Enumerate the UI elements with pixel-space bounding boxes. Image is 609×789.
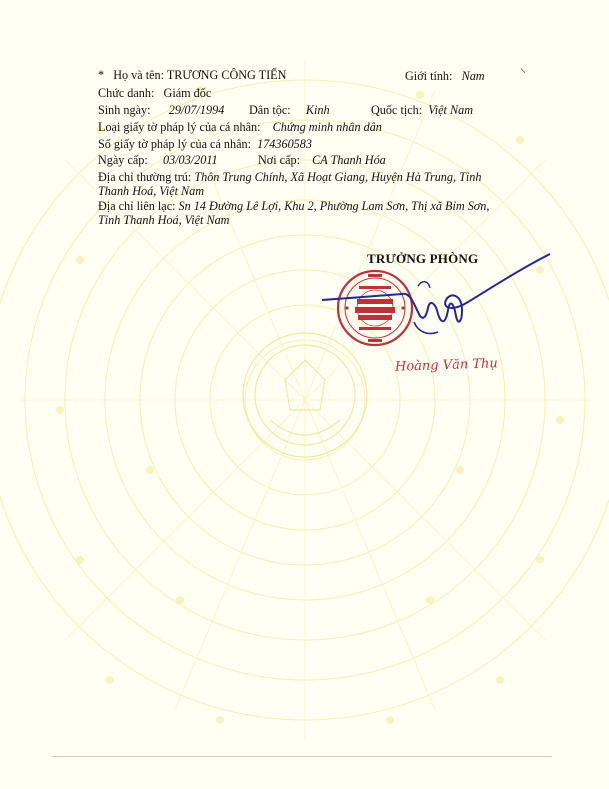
contact-address-value: Sn 14 Đường Lê Lợi, Khu 2, Phường Lam Sơn, Thị xã Bỉm Sơn, Tỉnh Thanh Hoá, Việt Nam [98,199,490,227]
bullet-mark: * [98,68,105,82]
dob-row [98,103,224,117]
name-value: TRƯƠNG CÔNG TIẾN [166,68,287,82]
nationality-row [371,103,473,117]
ethnicity-row [249,103,330,117]
signature-title: TRƯỞNG PHÒNG [367,251,479,266]
signer-name: Hoàng Văn Thụ [394,356,499,375]
id-number-row [98,137,312,151]
position-value: Giám đốc [163,86,212,100]
bottom-divider [52,756,552,757]
dob-label: Sinh ngày: [98,103,151,117]
corner-mark-icon: ⸌ [520,66,527,80]
name-row [98,68,286,82]
issue-date-row [98,153,218,167]
gender-label: Giới tính: [405,69,453,83]
position-row [98,86,211,100]
permanent-address-value: Thôn Trung Chính, Xã Hoạt Giang, Huyện Hà Trung, Tỉnh Thanh Hoá, Việt Nam [98,170,482,198]
name-label: Họ và tên: [113,68,165,82]
id-type-row [98,120,382,134]
ethnicity-value: Kinh [305,103,330,117]
handwritten-signature-icon [318,252,558,352]
nationality-label: Quốc tịch: [371,103,423,117]
dob-value: 29/07/1994 [168,103,225,117]
id-type-label: Loại giấy tờ pháp lý của cá nhân: [98,120,261,134]
gender-value: Nam [461,69,485,83]
issue-place-label: Nơi cấp: [258,153,300,167]
issue-place-row [258,153,386,167]
issue-date-value: 03/03/2011 [162,153,218,167]
nationality-value: Việt Nam [428,103,473,117]
issue-date-label: Ngày cấp: [98,153,148,167]
permanent-address-label: Địa chỉ thường trú: [98,170,192,184]
permanent-address-row [98,170,508,198]
contact-address-label: Địa chỉ liên lạc: [98,199,176,213]
id-number-value: 174360583 [257,137,312,151]
id-number-label: Số giấy tờ pháp lý của cá nhân: [98,137,251,151]
ethnicity-label: Dân tộc: [249,103,291,117]
contact-address-row [98,199,508,227]
position-label: Chức danh: [98,86,155,100]
issue-place-value: CA Thanh Hóa [312,153,386,167]
id-type-value: Chứng minh nhân dân [272,120,382,134]
gender-row [405,69,485,83]
